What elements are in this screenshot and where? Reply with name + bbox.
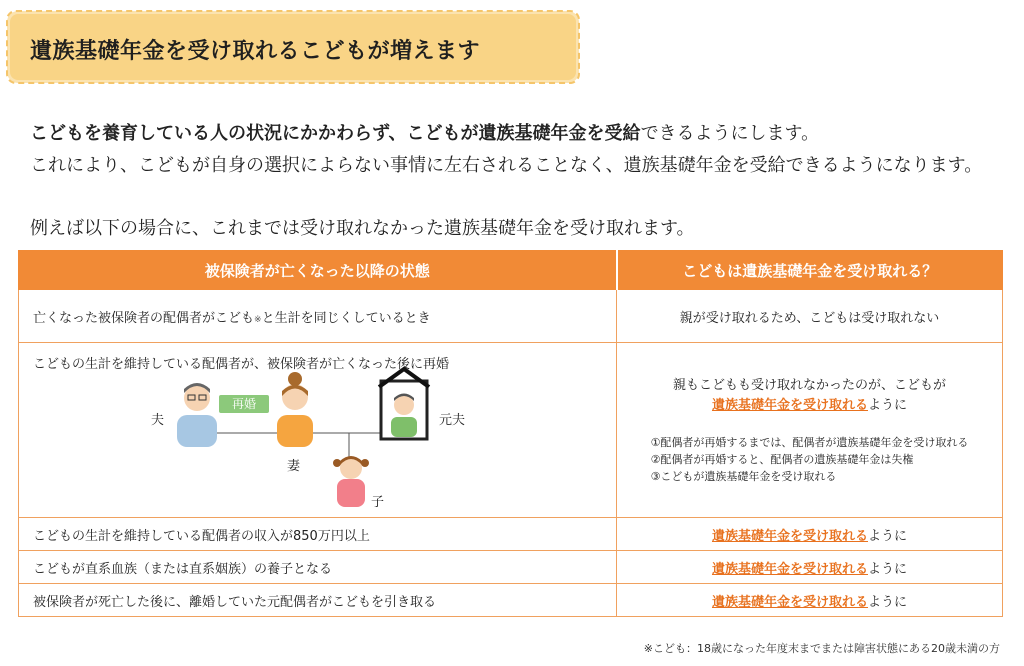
note-1: ①配偶者が再婚するまでは、配偶者が遺族基礎年金を受け取れる [650, 435, 969, 449]
row2-left [19, 343, 617, 518]
row1-left: 亡くなった被保険者の配偶者がこども※と生計を同じくしているとき [19, 290, 617, 343]
row2-right-line1: 親もこどもも受け取れなかったのが、こどもが [672, 377, 946, 393]
row4-right: 遺族基礎年金を受け取れるように [617, 551, 1003, 584]
remarry-badge: 再婚 [219, 395, 269, 413]
table-row [19, 551, 1003, 584]
wife-label: 妻 [287, 459, 301, 474]
family-illustration [19, 343, 619, 517]
row5-left: 被保険者が死亡した後に、離婚していた元配偶者がこどもを引き取る [19, 584, 617, 617]
husband-figure [177, 383, 217, 447]
note-3: ③こどもが遺族基礎年金を受け取れる [650, 469, 837, 483]
eligibility-table [18, 250, 1003, 617]
row2-right-em: 遺族基礎年金を受け取れる [711, 397, 868, 413]
table-row [19, 290, 1003, 343]
row4-left: こどもが直系血族（または直系姻族）の養子となる [19, 551, 617, 584]
table-row [19, 518, 1003, 551]
child-label: 子 [371, 495, 385, 510]
page-title: 遺族基礎年金を受け取れるこどもが増えます [30, 39, 481, 64]
wife-figure [277, 372, 313, 447]
ex-husband-portrait [379, 369, 429, 439]
row2-notes [651, 434, 969, 485]
example-heading: 例えば以下の場合に、これまでは受け取れなかった遺族基礎年金を受け取れます。 [30, 218, 695, 239]
row2-right [617, 343, 1003, 518]
lead-line2: これにより、こどもが自身の選択によらない事情に左右されることなく、遺族基礎年金を受給できるようになります。 [30, 155, 983, 176]
note-2: ②配偶者が再婚すると、配偶者の遺族基礎年金は失権 [650, 452, 914, 466]
row3-left: こどもの生計を維持している配偶者の収入が850万円以上 [19, 518, 617, 551]
table-row [19, 584, 1003, 617]
title-banner [10, 14, 576, 80]
table-row [19, 343, 1003, 518]
row5-right: 遺族基礎年金を受け取れるように [617, 584, 1003, 617]
lead-text [30, 118, 982, 182]
lead-bold: こどもを養育している人の状況にかかわらず、こどもが遺族基礎年金を受給 [30, 123, 641, 144]
child-figure [333, 456, 369, 507]
header-right: こどもは遺族基礎年金を受け取れる？ [617, 251, 1003, 290]
ex-husband-label: 元夫 [439, 413, 466, 428]
lead-rest: できるようにします。 [640, 123, 820, 144]
row1-right: 親が受け取れるため、こどもは受け取れない [617, 290, 1003, 343]
row3-right: 遺族基礎年金を受け取れるように [617, 518, 1003, 551]
husband-label: 夫 [151, 413, 165, 428]
row2-left-text: こどもの生計を維持している配偶者が、被保険者が亡くなった後に再婚 [33, 357, 450, 372]
row2-right-suffix: ように [868, 397, 908, 413]
header-left: 被保険者が亡くなった以降の状態 [19, 251, 617, 290]
footnote: ※こども：18歳になった年度末までまたは障害状態にある20歳未満の方 [643, 642, 1000, 655]
